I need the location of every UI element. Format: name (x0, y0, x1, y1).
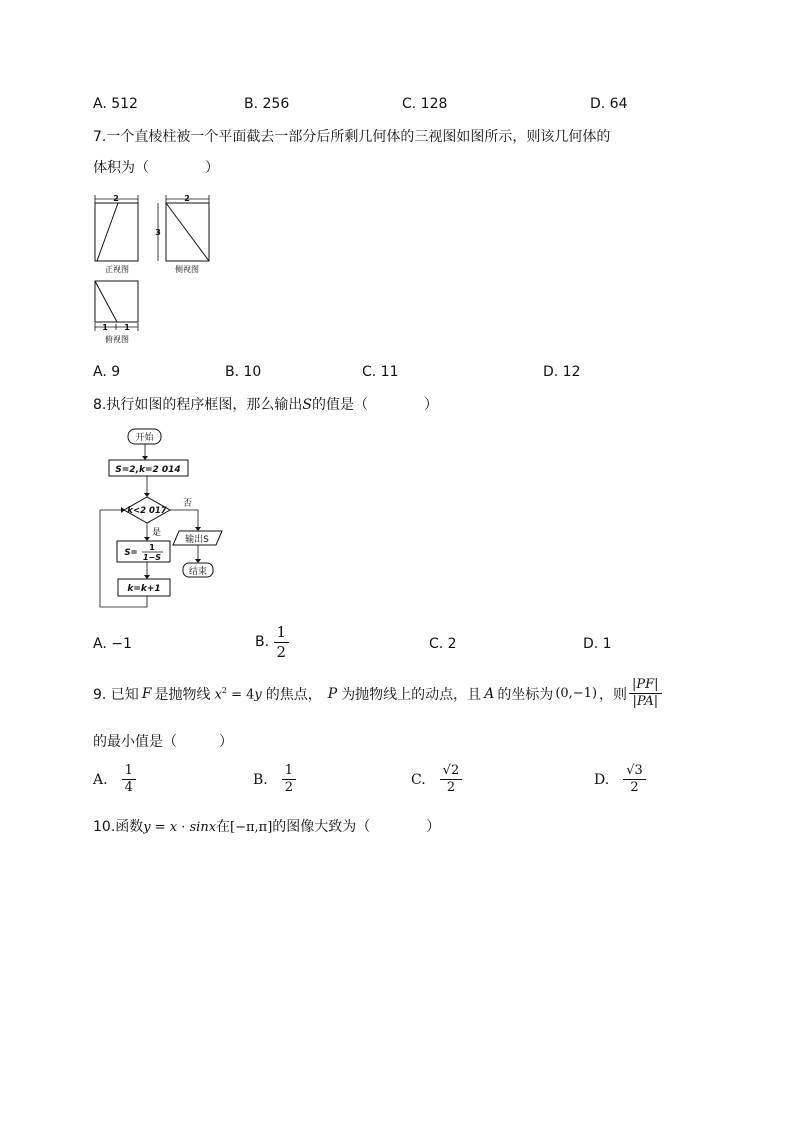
top-view-label: 俯视图 (105, 335, 129, 344)
q8-stem (93, 394, 438, 414)
q8-option-c: C. 2 (429, 636, 457, 652)
q9-option-d-den: 2 (630, 780, 639, 796)
q9-text-2: 是抛物线 (154, 686, 211, 703)
top-view-left-dim: 1 (102, 323, 108, 332)
q9-option-c (411, 764, 462, 796)
q8-option-b (255, 624, 289, 660)
q9-option-a (93, 764, 136, 796)
top-view-right-dim: 1 (124, 323, 130, 332)
q9-option-b-den: 2 (284, 780, 294, 796)
q10-stem-mid: 在 (216, 819, 231, 835)
q9-option-b-label: B. (253, 771, 268, 788)
q8-stem-var: S (302, 397, 312, 413)
flow-output-text: 输出S (185, 535, 209, 545)
q9-text-1: 9. 已知 (93, 686, 139, 703)
flow-end-text: 结束 (188, 567, 208, 577)
q9-option-a-den: 4 (124, 780, 133, 796)
flow-assign-lhs: S= (124, 548, 138, 558)
q9-var-p: P (327, 685, 338, 702)
q9-option-b-num: 1 (282, 764, 296, 780)
q8-stem-prefix: 8.执行如图的程序框图，那么输出 (93, 397, 303, 413)
q9-eq-sup: 2 (221, 685, 227, 695)
q7-option-b: B. 10 (225, 364, 262, 380)
q9-option-c-num: √2 (440, 764, 463, 780)
q9-frac-num: |PF| (629, 678, 662, 694)
q8-stem-suffix: 的值是（ ） (311, 397, 438, 413)
q6-option-b: B. 256 (244, 96, 290, 112)
q9-option-d (594, 764, 646, 796)
q7-stem-line2: 体积为（ ） (93, 160, 219, 176)
q9-text-5: 的坐标为 (497, 686, 554, 703)
q8-option-d: D. 1 (583, 636, 612, 652)
q9-option-a-num: 1 (122, 764, 136, 780)
q9-coord: (0,−1) (555, 686, 598, 702)
q9-var-a: A (484, 685, 495, 702)
q9-stem-line2: 的最小值是（ ） (93, 734, 233, 750)
q10-stem-prefix: 10.函数 (93, 819, 144, 835)
flow-start-text: 开始 (135, 433, 154, 443)
q8-option-a: A. −1 (93, 636, 132, 652)
q10-interval: [−π,π] (230, 820, 273, 835)
q9-eq-x: x (214, 686, 222, 702)
q7-option-c: C. 11 (362, 364, 399, 380)
flow-no-label: 否 (183, 499, 193, 509)
q9-text-4: 为抛物线上的动点，且 (341, 686, 482, 703)
q8-option-b-den: 2 (276, 642, 287, 661)
flow-assign-den: 1−S (142, 553, 162, 562)
q7-stem-line1: 7.一个直棱柱被一个平面截去一部分后所剩几何体的三视图如图所示，则该几何体的 (93, 129, 611, 145)
flow-decision-text: k<2 017 (127, 506, 167, 516)
q10-stem (93, 816, 440, 836)
q7-option-a: A. 9 (93, 364, 121, 380)
side-view-width: 2 (184, 194, 190, 203)
q9-text-6: ，则 (599, 686, 628, 703)
flow-assign-num: 1 (149, 543, 155, 552)
q8-option-b-label: B. (255, 634, 270, 650)
q10-func: y = x · sinx (143, 820, 217, 835)
front-view-label: 正视图 (105, 265, 129, 274)
q7-option-d: D. 12 (543, 364, 581, 380)
q9-option-c-label: C. (411, 771, 426, 788)
flow-init-text: S=2,k=2 014 (115, 465, 181, 475)
q6-option-c: C. 128 (402, 96, 448, 112)
side-view-label: 侧视图 (175, 265, 199, 274)
flowchart (95, 424, 235, 614)
q9-eq-rest: = 4 (226, 686, 255, 702)
side-view-height: 3 (155, 228, 161, 237)
q9-equation (215, 686, 262, 702)
front-view-width: 2 (113, 194, 119, 203)
q9-option-d-num: √3 (623, 764, 646, 780)
three-view-figure (88, 190, 228, 350)
q6-option-a: A. 512 (93, 96, 138, 112)
q9-frac-den: |PA| (632, 694, 659, 710)
q9-var-f: F (141, 685, 152, 702)
q9-eq-y: y (254, 686, 262, 702)
q9-option-d-label: D. (594, 771, 610, 788)
q9-option-a-label: A. (93, 771, 108, 788)
flow-yes-label: 是 (152, 528, 162, 538)
q9-text-3: 的焦点， (265, 686, 322, 703)
side-view (158, 195, 209, 261)
q6-option-d: D. 64 (590, 96, 628, 112)
q8-option-b-num: 1 (274, 624, 290, 643)
q9-option-b (253, 764, 296, 796)
q9-option-c-den: 2 (446, 780, 456, 796)
q10-stem-suffix: 的图像大致为（ ） (272, 819, 441, 835)
flow-incr-text: k=k+1 (127, 584, 161, 594)
front-view (95, 195, 138, 261)
q9-stem (93, 678, 662, 710)
